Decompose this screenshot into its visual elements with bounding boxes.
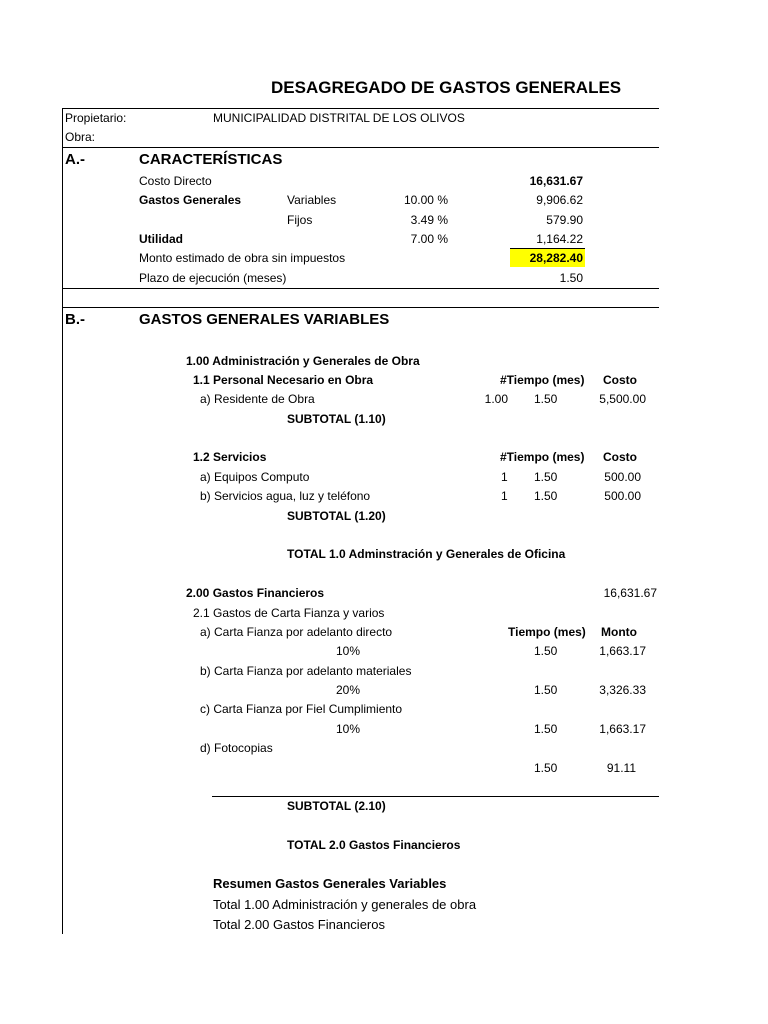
fotocopias-monto: 91.11 — [606, 761, 636, 775]
propietario-label: Propietario: — [65, 111, 127, 125]
left-border — [62, 108, 63, 934]
section-a-bottom-rule-2 — [62, 307, 659, 308]
servicios-label: b) Servicios agua, luz y teléfono — [200, 489, 371, 503]
fianza-a-tiempo: 1.50 — [534, 644, 558, 658]
s200-rule — [212, 796, 659, 797]
s11-col-tiempo: #Tiempo (mes) — [500, 373, 585, 387]
residente-label: a) Residente de Obra — [200, 392, 315, 406]
header-bottom-rule — [62, 147, 659, 148]
page-title: DESAGREGADO DE GASTOS GENERALES — [271, 78, 622, 97]
equipos-label: a) Equipos Computo — [200, 470, 310, 484]
header-top-rule — [62, 108, 659, 109]
equipos-costo: 500.00 — [604, 470, 641, 484]
subtotal-110: SUBTOTAL (1.10) — [287, 412, 386, 426]
resumen-line-2: Total 2.00 Gastos Financieros — [213, 917, 385, 932]
equipos-qty: 1 — [501, 470, 508, 484]
s11-col-costo: Costo — [603, 373, 637, 387]
fianza-b-label: b) Carta Fianza por adelanto materiales — [200, 664, 412, 678]
variables-value: 9,906.62 — [536, 193, 583, 207]
fianza-c-pct: 10% — [336, 722, 361, 736]
fianza-c-monto: 1,663.17 — [599, 722, 646, 736]
utilidad-pct: 7.00 % — [410, 232, 448, 246]
fianza-b-pct: 20% — [336, 683, 361, 697]
gastos-generales-label: Gastos Generales — [139, 193, 242, 207]
s11-title: 1.1 Personal Necesario en Obra — [193, 373, 374, 387]
total-10: TOTAL 1.0 Adminstración y Generales de Oficina — [287, 547, 566, 561]
fianza-b-monto: 3,326.33 — [599, 683, 646, 697]
fijos-label: Fijos — [287, 213, 313, 227]
s12-title: 1.2 Servicios — [193, 450, 267, 464]
s100-title: 1.00 Administración y Generales de Obra — [186, 354, 420, 368]
resumen-line-1: Total 1.00 Administración y generales de obra — [213, 897, 477, 912]
fotocopias-label: d) Fotocopias — [200, 741, 273, 755]
fianza-a-monto: 1,663.17 — [599, 644, 646, 658]
section-a-bottom-rule-1 — [62, 288, 659, 289]
resumen-title: Resumen Gastos Generales Variables — [213, 876, 447, 891]
fianza-c-label: c) Carta Fianza por Fiel Cumplimiento — [200, 702, 403, 716]
costo-directo-label: Costo Directo — [139, 174, 212, 188]
s12-col-tiempo: #Tiempo (mes) — [500, 450, 585, 464]
s21-col-tiempo: Tiempo (mes) — [508, 625, 586, 639]
residente-costo: 5,500.00 — [599, 392, 646, 406]
fijos-value: 579.90 — [546, 213, 583, 227]
fianza-c-tiempo: 1.50 — [534, 722, 558, 736]
section-b-title: GASTOS GENERALES VARIABLES — [139, 311, 390, 328]
plazo-value: 1.50 — [559, 271, 583, 285]
servicios-tiempo: 1.50 — [534, 489, 558, 503]
s200-value: 16,631.67 — [603, 586, 657, 600]
variables-label: Variables — [287, 193, 337, 207]
fianza-a-pct: 10% — [336, 644, 361, 658]
fotocopias-tiempo: 1.50 — [534, 761, 558, 775]
obra-label: Obra: — [65, 130, 96, 144]
s21-title: 2.1 Gastos de Carta Fianza y varios — [193, 606, 385, 620]
equipos-tiempo: 1.50 — [534, 470, 558, 484]
subtotal-210: SUBTOTAL (2.10) — [287, 799, 386, 813]
servicios-qty: 1 — [501, 489, 508, 503]
utilidad-label: Utilidad — [139, 232, 183, 246]
subtotal-120: SUBTOTAL (1.20) — [287, 509, 386, 523]
residente-tiempo: 1.50 — [534, 392, 558, 406]
fianza-b-tiempo: 1.50 — [534, 683, 558, 697]
fijos-pct: 3.49 % — [410, 213, 448, 227]
costo-directo-value: 16,631.67 — [529, 174, 583, 188]
section-b-code: B.- — [65, 311, 85, 328]
s200-title: 2.00 Gastos Financieros — [186, 586, 325, 600]
monto-value: 28,282.40 — [529, 251, 583, 265]
section-a-title: CARACTERÍSTICAS — [139, 151, 283, 168]
residente-qty: 1.00 — [484, 392, 508, 406]
fianza-a-label: a) Carta Fianza por adelanto directo — [200, 625, 393, 639]
total-20: TOTAL 2.0 Gastos Financieros — [287, 838, 461, 852]
servicios-costo: 500.00 — [604, 489, 641, 503]
plazo-label: Plazo de ejecución (meses) — [139, 271, 287, 285]
utilidad-value: 1,164.22 — [536, 232, 583, 246]
monto-label: Monto estimado de obra sin impuestos — [139, 251, 346, 265]
propietario-value: MUNICIPALIDAD DISTRITAL DE LOS OLIVOS — [213, 111, 465, 125]
s21-col-monto: Monto — [601, 625, 637, 639]
s12-col-costo: Costo — [603, 450, 637, 464]
section-a-code: A.- — [65, 151, 85, 168]
variables-pct: 10.00 % — [403, 193, 448, 207]
